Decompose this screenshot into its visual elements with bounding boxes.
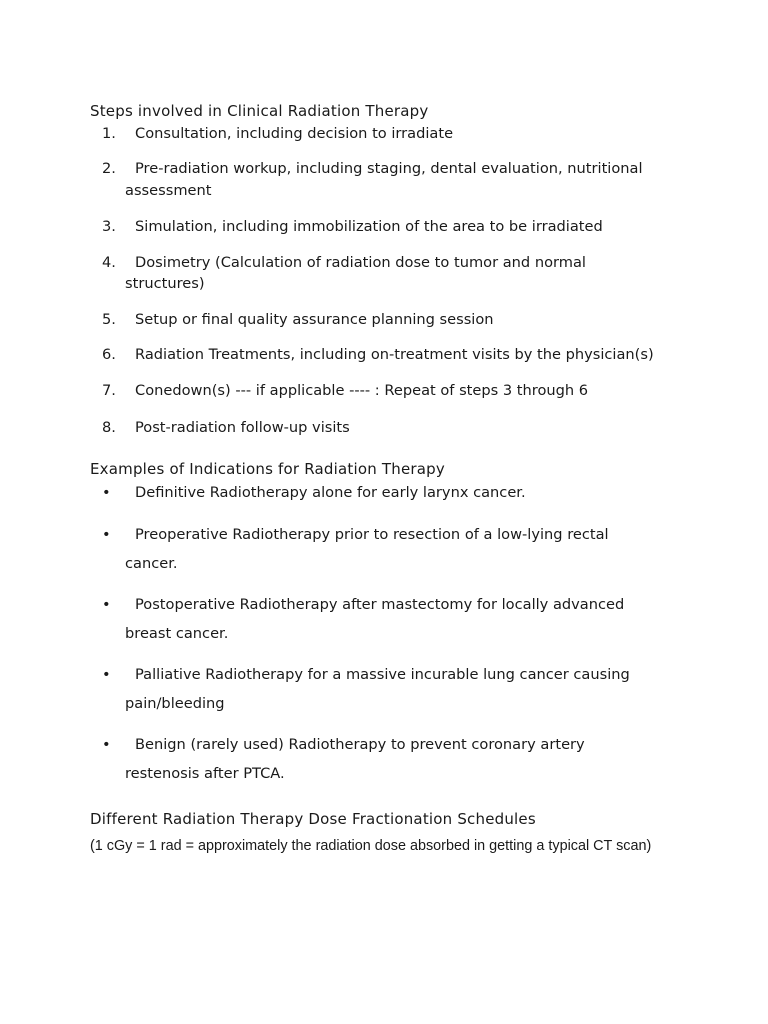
indication-item-3-continuation <box>125 623 725 645</box>
step-item-7 <box>102 380 702 402</box>
step-item-4 <box>102 252 702 274</box>
step-number: 8. <box>102 419 116 436</box>
step-item-1 <box>102 123 702 145</box>
bullet-marker: • <box>102 526 111 543</box>
indication-text: Preoperative Radiotherapy prior to resection of a low-lying rectal <box>135 526 609 543</box>
step-text: Dosimetry (Calculation of radiation dose to tumor and normal <box>135 254 586 271</box>
steps-heading: Steps involved in Clinical Radiation Therapy <box>90 102 429 120</box>
step-item-3 <box>102 216 702 238</box>
indication-text-continued: restenosis after PTCA. <box>125 765 285 782</box>
indication-item-2-continuation <box>125 553 725 575</box>
dose-unit-note: (1 cGy = 1 rad = approximately the radiation dose absorbed in getting a typical CT scan) <box>90 838 652 854</box>
indication-item-3 <box>102 594 702 616</box>
step-item-6 <box>102 344 702 366</box>
indication-item-1 <box>102 482 702 504</box>
indication-text: Palliative Radiotherapy for a massive incurable lung cancer causing <box>135 666 630 683</box>
step-item-8 <box>102 417 702 439</box>
fractionation-heading: Different Radiation Therapy Dose Fractionation Schedules <box>90 810 536 828</box>
indication-item-5 <box>102 734 702 756</box>
step-text: Post-radiation follow-up visits <box>135 419 350 436</box>
step-text: Consultation, including decision to irradiate <box>135 125 454 142</box>
bullet-marker: • <box>102 666 111 683</box>
step-item-2-continuation <box>125 180 725 202</box>
step-text-continued: structures) <box>125 275 205 292</box>
indication-item-2 <box>102 524 702 546</box>
bullet-marker: • <box>102 736 111 753</box>
step-number: 2. <box>102 160 116 177</box>
step-text: Setup or final quality assurance planning session <box>135 311 494 328</box>
indication-item-4 <box>102 664 702 686</box>
step-text-continued: assessment <box>125 182 212 199</box>
bullet-marker: • <box>102 484 111 501</box>
step-number: 3. <box>102 218 116 235</box>
step-number: 4. <box>102 254 116 271</box>
step-number: 5. <box>102 311 116 328</box>
step-text: Simulation, including immobilization of the area to be irradiated <box>135 218 603 235</box>
indication-text: Definitive Radiotherapy alone for early larynx cancer. <box>135 484 526 501</box>
step-text: Radiation Treatments, including on-treatment visits by the physician(s) <box>135 346 654 363</box>
step-text: Conedown(s) --- if applicable ---- : Repeat of steps 3 through 6 <box>135 382 589 399</box>
step-number: 1. <box>102 125 116 142</box>
indication-item-4-continuation <box>125 693 725 715</box>
step-item-2 <box>102 158 702 180</box>
step-item-4-continuation <box>125 273 725 295</box>
indication-text-continued: cancer. <box>125 555 178 572</box>
indication-text: Benign (rarely used) Radiotherapy to prevent coronary artery <box>135 736 585 753</box>
indication-text-continued: pain/bleeding <box>125 695 225 712</box>
step-text: Pre-radiation workup, including staging, dental evaluation, nutritional <box>135 160 643 177</box>
bullet-marker: • <box>102 596 111 613</box>
indications-heading: Examples of Indications for Radiation Therapy <box>90 460 445 478</box>
step-number: 6. <box>102 346 116 363</box>
step-item-5 <box>102 309 702 331</box>
indication-text-continued: breast cancer. <box>125 625 229 642</box>
indication-item-5-continuation <box>125 763 725 785</box>
indication-text: Postoperative Radiotherapy after mastectomy for locally advanced <box>135 596 625 613</box>
step-number: 7. <box>102 382 116 399</box>
